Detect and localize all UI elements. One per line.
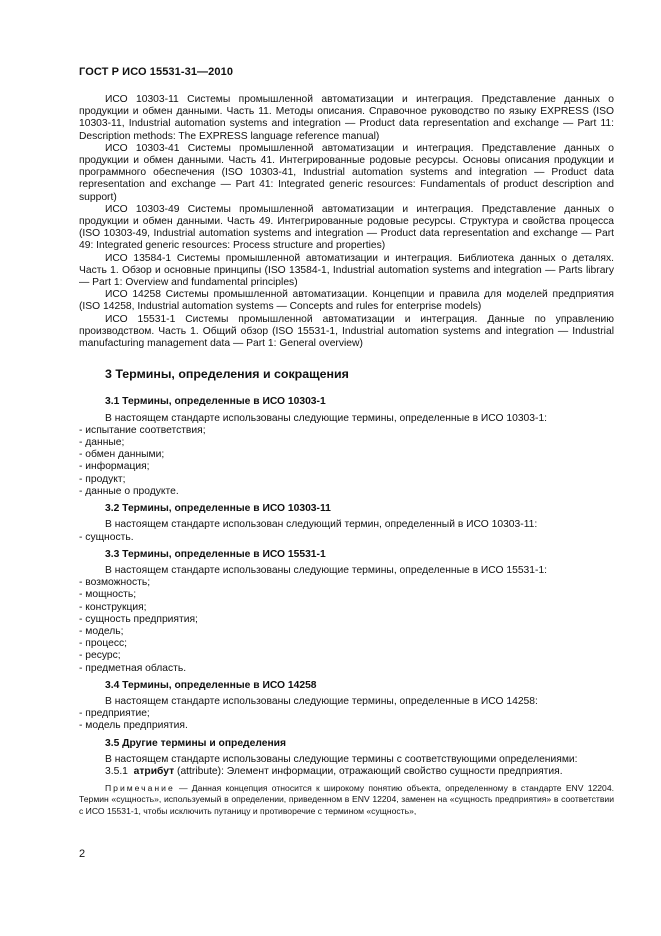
- list-item: - модель предприятия.: [79, 720, 188, 732]
- subsection-3-1-intro: В настоящем стандарте использованы следующие термины, определенные в ИСО 10303-1:: [105, 412, 548, 424]
- document-header: ГОСТ Р ИСО 15531-31—2010: [79, 66, 234, 78]
- subsection-3-5-intro: В настоящем стандарте использованы следующие термины с соответствующими определениями:: [105, 753, 578, 765]
- subsection-3-3-list: [79, 577, 614, 675]
- reference-iso-10303-41: ИСО 10303-41 Системы промышленной автоматизации и интеграция. Представление данных о продукции и обмен данными. Часть 41. Интегрированные родовые ресурсы. Основы описания продукции и программного обеспечения (ISO 10303-41, Industrial automation systems and integration — Product data representation and exchange — Part 41: Integrated generic resources: Fundamentals of product description and support): [79, 142, 614, 203]
- list-item: - предметная область.: [79, 662, 187, 674]
- subsection-3-2-intro: В настоящем стандарте использован следующий термин, определенный в ИСО 10303-11:: [105, 519, 538, 531]
- section-title: 3 Термины, определения и сокращения: [105, 367, 349, 382]
- subsection-3-3-title: 3.3 Термины, определенные в ИСО 15531-1: [105, 548, 326, 560]
- reference-iso-13584-1: ИСО 13584-1 Системы промышленной автоматизации и интеграция. Библиотека данных о деталях. Часть 1. Обзор и основные принципы (ISO 13584-1, Industrial automation systems and integration — Parts library — Part 1: Overview and fundamental principles): [79, 252, 614, 289]
- reference-iso-15531-1: ИСО 15531-1 Системы промышленной автоматизации и интеграция. Данные по управлению производством. Часть 1. Общий обзор (ISO 15531-1, Industrial automation systems and integration — Industrial manufacturing management data — Part 1: General overview): [79, 313, 614, 350]
- reference-iso-10303-11: ИСО 10303-11 Системы промышленной автоматизации и интеграция. Представление данных о продукции и обмен данными. Часть 11. Методы описания. Справочное руководство по языку EXPRESS (ISO 10303-11, Industrial automation systems and integration — Product data representation and exchange — Part 11: Description methods: The EXPRESS language reference manual): [79, 94, 614, 142]
- list-item: - информация;: [79, 461, 150, 473]
- list-item: - данные о продукте.: [79, 485, 179, 497]
- note-text: — Данная концепция относится к широкому понятию объекта, определенному в стандарте ENV 12204. Термин «сущность», используемый в определении, приведенном в ENV 12204, заменен на «сущность предприятия» в соответствии с ИСО 15531-1, чтобы исключить путаницу и противоречие с термином «сущность»,: [79, 783, 614, 816]
- subsection-3-4-list: [79, 708, 614, 732]
- list-item: - модель;: [79, 625, 124, 637]
- list-item: - сущность.: [79, 531, 134, 543]
- term-description: (attribute): Элемент информации, отражающий свойство сущности предприятия.: [174, 765, 563, 777]
- reference-iso-10303-49: ИСО 10303-49 Системы промышленной автоматизации и интеграция. Представление данных о продукции и обмен данными. Часть 49. Интегрированные родовые ресурсы. Структура и свойства процесса (ISO 10303-49, Industrial automation systems and integration — Product data representation and exchange — Part 49: Integrated generic resources: Process structure and properties): [79, 203, 614, 252]
- subsection-3-2-title: 3.2 Термины, определенные в ИСО 10303-11: [105, 503, 331, 515]
- list-item: - продукт;: [79, 473, 126, 485]
- subsection-3-5-title: 3.5 Другие термины и определения: [105, 737, 287, 749]
- subsection-3-4-intro: В настоящем стандарте использованы следующие термины, определенные в ИСО 14258:: [105, 695, 538, 707]
- list-item: - ресурс;: [79, 650, 121, 662]
- term-number: 3.5.1: [105, 765, 128, 777]
- subsection-3-3-intro: В настоящем стандарте использованы следующие термины, определенные в ИСО 15531-1:: [105, 564, 548, 576]
- subsection-3-1-list: [79, 425, 614, 498]
- term-definition: [105, 766, 614, 778]
- page-number: 2: [79, 848, 86, 860]
- subsection-3-4-title: 3.4 Термины, определенные в ИСО 14258: [105, 679, 317, 691]
- list-item: - мощность;: [79, 589, 137, 601]
- term-word: атрибут: [133, 765, 175, 777]
- note: [79, 783, 614, 817]
- list-item: - сущность предприятия;: [79, 613, 198, 625]
- list-item: - испытание соответствия;: [79, 424, 206, 436]
- list-item: - возможность;: [79, 577, 151, 589]
- subsection-3-1-title: 3.1 Термины, определенные в ИСО 10303-1: [105, 396, 326, 408]
- note-label: Примечание: [105, 783, 175, 794]
- subsection-3-2-list: [79, 532, 614, 544]
- list-item: - предприятие;: [79, 708, 150, 720]
- list-item: - конструкция;: [79, 601, 147, 613]
- list-item: - обмен данными;: [79, 449, 165, 461]
- reference-iso-14258: ИСО 14258 Системы промышленной автоматизации. Концепции и правила для моделей предприятия (ISO 14258, Industrial automation systems — Concepts and rules for enterprise models): [79, 289, 614, 313]
- list-item: - процесс;: [79, 638, 127, 650]
- list-item: - данные;: [79, 437, 125, 449]
- document-body: [79, 94, 614, 817]
